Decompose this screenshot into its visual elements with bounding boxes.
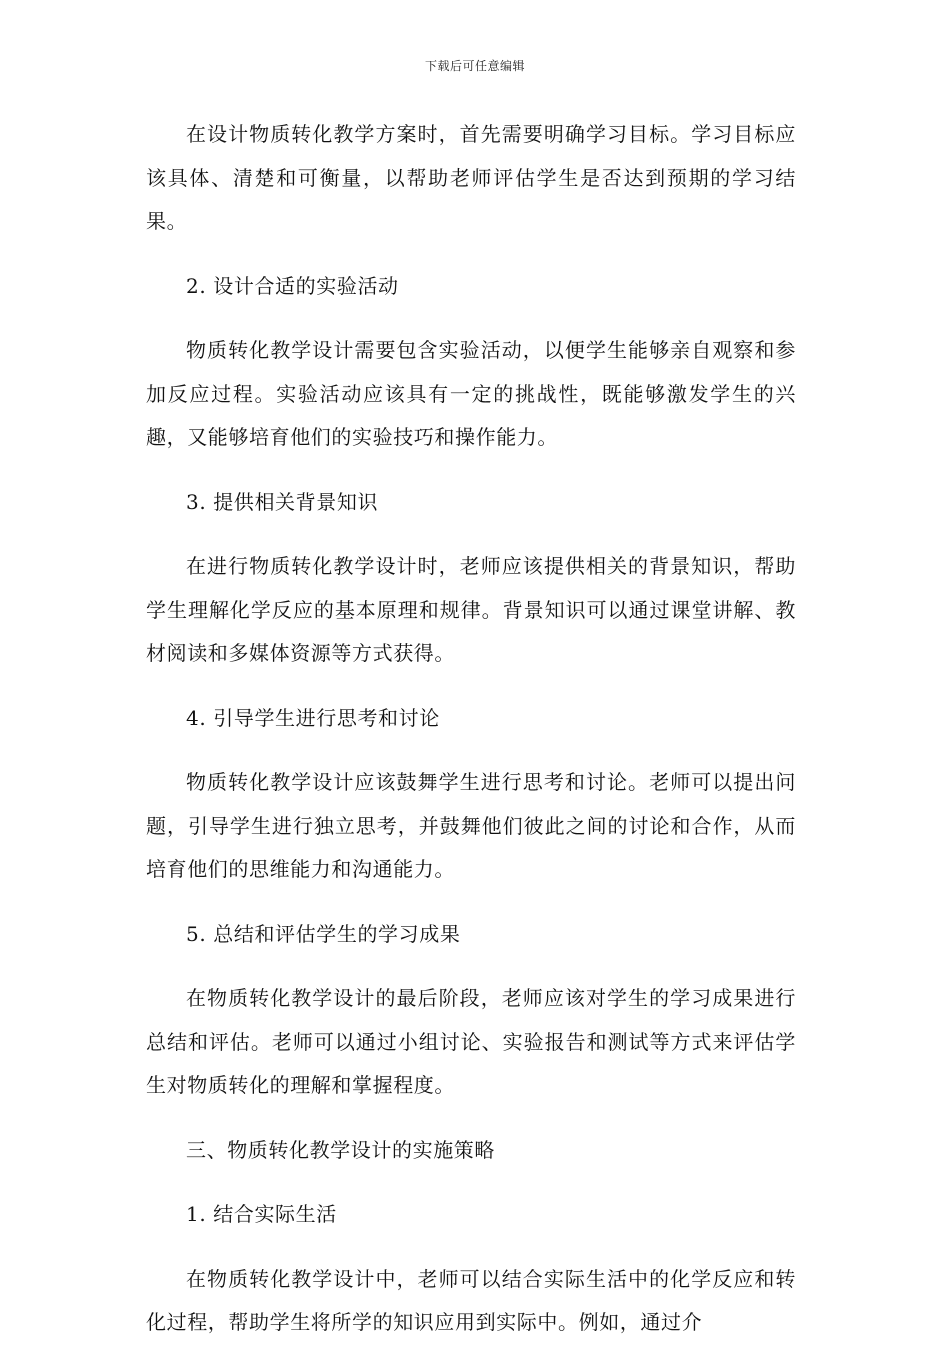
section-heading-2: 2. 设计合适的实验活动 [186, 273, 399, 298]
paragraph-real-life: 在物质转化教学设计中，老师可以结合实际生活中的化学反应和转化过程，帮助学生将所学的知识应用到实际中。例如，通过介 [146, 1266, 796, 1334]
chapter-heading-3: 三、物质转化教学设计的实施策略 [186, 1137, 495, 1162]
section-heading-3: 3. 提供相关背景知识 [186, 489, 379, 514]
paragraph-discussion: 物质转化教学设计应该鼓舞学生进行思考和讨论。老师可以提出问题，引导学生进行独立思考，并鼓舞他们彼此之间的讨论和合作，从而培育他们的思维能力和沟通能力。 [146, 770, 796, 881]
page-header: 下载后可任意编辑 [424, 59, 525, 73]
section-heading-5: 5. 总结和评估学生的学习成果 [186, 921, 461, 946]
paragraph-evaluation: 在物质转化教学设计的最后阶段，老师应该对学生的学习成果进行总结和评估。老师可以通过小组讨论、实验报告和测试等方式来评估学生对物质转化的理解和掌握程度。 [146, 986, 796, 1097]
section-heading-1: 1. 结合实际生活 [186, 1202, 337, 1226]
paragraph-learning-goals: 在设计物质转化教学方案时，首先需要明确学习目标。学习目标应该具体、清楚和可衡量，以帮助老师评估学生是否达到预期的学习结果。 [146, 122, 796, 233]
document-body [146, 113, 796, 1366]
paragraph-background-knowledge: 在进行物质转化教学设计时，老师应该提供相关的背景知识，帮助学生理解化学反应的基本原理和规律。背景知识可以通过课堂讲解、教材阅读和多媒体资源等方式获得。 [146, 554, 796, 665]
paragraph-experiments: 物质转化教学设计需要包含实验活动，以便学生能够亲自观察和参加反应过程。实验活动应该具有一定的挑战性，既能够激发学生的兴趣，又能够培育他们的实验技巧和操作能力。 [146, 338, 796, 449]
section-heading-4: 4. 引导学生进行思考和讨论 [186, 705, 440, 730]
